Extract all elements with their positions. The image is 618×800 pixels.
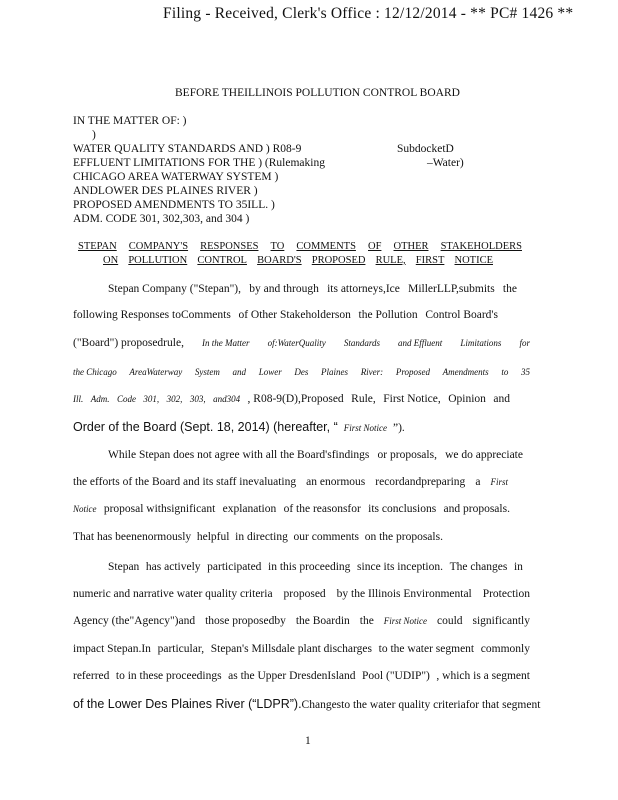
italic-run: for bbox=[519, 338, 530, 348]
text-run: and bbox=[493, 393, 510, 405]
text-run: recordandpreparing bbox=[375, 476, 466, 488]
heading-word: STEPAN bbox=[78, 241, 117, 252]
text-run: Order of the Board (Sept. 18, 2014) (hereafter, “ bbox=[73, 420, 338, 434]
heading-word: BOARD'S bbox=[257, 255, 302, 266]
body-line bbox=[73, 418, 405, 436]
text-run: could bbox=[436, 615, 463, 627]
text-run: ("Board") proposedrule, bbox=[73, 337, 184, 349]
text-run: for that segment bbox=[465, 699, 541, 711]
text-run: Opinion bbox=[448, 393, 486, 405]
text-run: to the water segment bbox=[378, 643, 475, 655]
text-run: those proposedby bbox=[205, 615, 286, 627]
body-line bbox=[73, 393, 510, 405]
italic-run: In the Matter bbox=[202, 338, 250, 348]
heading-word: CONTROL bbox=[197, 255, 247, 266]
text-run: helpful bbox=[196, 531, 230, 543]
text-run: a bbox=[475, 476, 481, 488]
text-run: Agency (the"Agency")and bbox=[73, 615, 196, 627]
body-line bbox=[73, 503, 510, 515]
text-run: The changes bbox=[449, 561, 508, 573]
italic-run: First Notice bbox=[343, 423, 387, 433]
italic-run: Lower bbox=[258, 367, 282, 377]
text-run: of Other Stakeholderson bbox=[238, 309, 351, 321]
text-run: First Notice, bbox=[383, 393, 441, 405]
heading-word: OF bbox=[368, 241, 382, 252]
body-line bbox=[73, 337, 530, 349]
text-run: significantly bbox=[472, 615, 530, 627]
text-run: Control Board's bbox=[425, 309, 498, 321]
text-run: MillerLLP,submits bbox=[408, 283, 495, 295]
body-line bbox=[73, 367, 530, 377]
text-run: the efforts of the Board and its staff inevaluating bbox=[73, 476, 297, 488]
italic-run: Proposed bbox=[395, 367, 431, 377]
text-run: the Pollution bbox=[358, 309, 418, 321]
text-run: Protection bbox=[482, 588, 530, 600]
italic-run: the Chicago bbox=[73, 367, 117, 377]
text-run: to the water quality criteria bbox=[341, 699, 466, 711]
text-run: our comments bbox=[293, 531, 359, 543]
text-run: particular, bbox=[157, 643, 205, 655]
italic-run: Amendments bbox=[442, 367, 489, 377]
text-run: proposed bbox=[283, 588, 326, 600]
text-run: by the Illinois Environmental bbox=[336, 588, 472, 600]
text-run: ”). bbox=[392, 422, 405, 434]
text-run: since its inception. bbox=[357, 561, 443, 573]
text-run: explanation bbox=[222, 503, 277, 515]
text-run: on the proposals. bbox=[364, 531, 443, 543]
italic-run: of:WaterQuality bbox=[267, 338, 326, 348]
text-run: of the Lower Des Plaines River (“LDPR”). bbox=[73, 697, 302, 711]
text-run: of the reasonsfor bbox=[283, 503, 361, 515]
text-run: referred bbox=[73, 670, 110, 682]
text-run: Rule, bbox=[351, 393, 376, 405]
text-run: following Responses toComments bbox=[73, 309, 231, 321]
document-title: BEFORE THEILLINOIS POLLUTION CONTROL BOARD bbox=[175, 87, 460, 99]
text-run: the Boardin bbox=[295, 615, 350, 627]
text-run: as the Upper DresdenIsland bbox=[228, 670, 356, 682]
text-run: to in these proceedings bbox=[115, 670, 222, 682]
text-run: numeric and narrative water quality criteria bbox=[73, 588, 273, 600]
caption-line: ) bbox=[92, 129, 96, 141]
text-run: commonly bbox=[480, 643, 530, 655]
text-run: participated bbox=[207, 561, 262, 573]
caption-line: PROPOSED AMENDMENTS TO 35ILL. ) bbox=[73, 199, 275, 211]
body-line bbox=[108, 561, 523, 573]
text-run: impact Stepan.In bbox=[73, 643, 151, 655]
caption-line: ANDLOWER DES PLAINES RIVER ) bbox=[73, 185, 258, 197]
italic-run: and bbox=[232, 367, 247, 377]
italic-run: Notice bbox=[73, 504, 97, 514]
subdocket-label: SubdocketD bbox=[397, 143, 454, 155]
body-line bbox=[73, 670, 530, 682]
italic-run: Ill. bbox=[73, 394, 84, 404]
italic-run: Standards bbox=[343, 338, 380, 348]
text-run: in directing bbox=[235, 531, 288, 543]
page-number: 1 bbox=[305, 735, 311, 747]
filing-header: Filing - Received, Clerk's Office : 12/12/2014 - ** PC# 1426 ** bbox=[163, 5, 574, 22]
response-heading-line2 bbox=[103, 255, 493, 266]
text-run: That has beenenormously bbox=[73, 531, 192, 543]
body-line bbox=[73, 476, 508, 488]
text-run: the bbox=[359, 615, 374, 627]
italic-run: 301, bbox=[143, 394, 160, 404]
text-run: , R08-9(D),Proposed bbox=[247, 393, 344, 405]
italic-run: Des bbox=[294, 367, 309, 377]
heading-word: FIRST bbox=[415, 255, 445, 266]
italic-run: Limitations bbox=[460, 338, 502, 348]
heading-word: POLLUTION bbox=[128, 255, 188, 266]
heading-word: PROPOSED bbox=[311, 255, 366, 266]
heading-word: OTHER bbox=[393, 241, 429, 252]
italic-run: System bbox=[194, 367, 220, 377]
text-run: Pool ("UDIP") bbox=[362, 670, 430, 682]
heading-word: NOTICE bbox=[454, 255, 493, 266]
italic-run: to bbox=[501, 367, 509, 377]
italic-run: Adm. bbox=[90, 394, 110, 404]
italic-run: Code bbox=[116, 394, 136, 404]
text-run: in bbox=[513, 561, 523, 573]
text-run: we do appreciate bbox=[445, 449, 523, 461]
body-line bbox=[73, 309, 498, 321]
italic-run: 303, bbox=[189, 394, 206, 404]
heading-word: COMMENTS bbox=[296, 241, 356, 252]
caption-line: CHICAGO AREA WATERWAY SYSTEM ) bbox=[73, 171, 279, 183]
text-run: Stepan's Millsdale plant discharges bbox=[210, 643, 372, 655]
body-line bbox=[73, 531, 443, 543]
text-run: Stepan Company ("Stepan"), bbox=[108, 283, 241, 295]
text-run: by and through bbox=[249, 283, 319, 295]
response-heading-line1 bbox=[78, 241, 522, 252]
heading-word: RESPONSES bbox=[200, 241, 259, 252]
caption-line: EFFLUENT LIMITATIONS FOR THE ) (Rulemaking bbox=[73, 157, 325, 169]
italic-run: River: bbox=[360, 367, 384, 377]
body-line bbox=[73, 643, 530, 655]
heading-word: ON bbox=[103, 255, 119, 266]
text-run: and proposals. bbox=[443, 503, 510, 515]
italic-run: AreaWaterway bbox=[129, 367, 183, 377]
text-run: its conclusions bbox=[368, 503, 437, 515]
text-run: in this proceeding bbox=[268, 561, 351, 573]
text-run: or proposals, bbox=[377, 449, 437, 461]
body-line bbox=[73, 615, 530, 627]
italic-run: First Notice bbox=[383, 616, 428, 626]
caption-line: WATER QUALITY STANDARDS AND ) R08-9 bbox=[73, 143, 302, 155]
italic-run: and Effluent bbox=[398, 338, 443, 348]
text-run: has actively bbox=[145, 561, 201, 573]
text-run: the bbox=[502, 283, 517, 295]
text-run: proposal withsignificant bbox=[103, 503, 216, 515]
text-run: Changes bbox=[301, 699, 342, 711]
body-line bbox=[108, 283, 517, 295]
caption-line: IN THE MATTER OF: ) bbox=[73, 115, 187, 127]
italic-run: 35 bbox=[521, 367, 530, 377]
text-run: an enormous bbox=[306, 476, 366, 488]
body-line bbox=[73, 588, 530, 600]
heading-word: RULE, bbox=[375, 255, 406, 266]
caption-line: ADM. CODE 301, 302,303, and 304 ) bbox=[73, 213, 250, 225]
text-run: , which is a segment bbox=[436, 670, 530, 682]
heading-word: TO bbox=[270, 241, 285, 252]
heading-word: STAKEHOLDERS bbox=[440, 241, 522, 252]
text-run: Stepan bbox=[108, 561, 140, 573]
italic-run: and304 bbox=[213, 394, 241, 404]
body-line bbox=[108, 449, 523, 461]
text-run: its attorneys,Ice bbox=[327, 283, 400, 295]
italic-run: First bbox=[490, 477, 508, 487]
body-line bbox=[73, 697, 541, 711]
heading-word: COMPANY'S bbox=[128, 241, 189, 252]
italic-run: 302, bbox=[166, 394, 183, 404]
italic-run: Plaines bbox=[321, 367, 349, 377]
text-run: While Stepan does not agree with all the Board'sfindings bbox=[108, 449, 370, 461]
water-label: –Water) bbox=[427, 157, 464, 169]
